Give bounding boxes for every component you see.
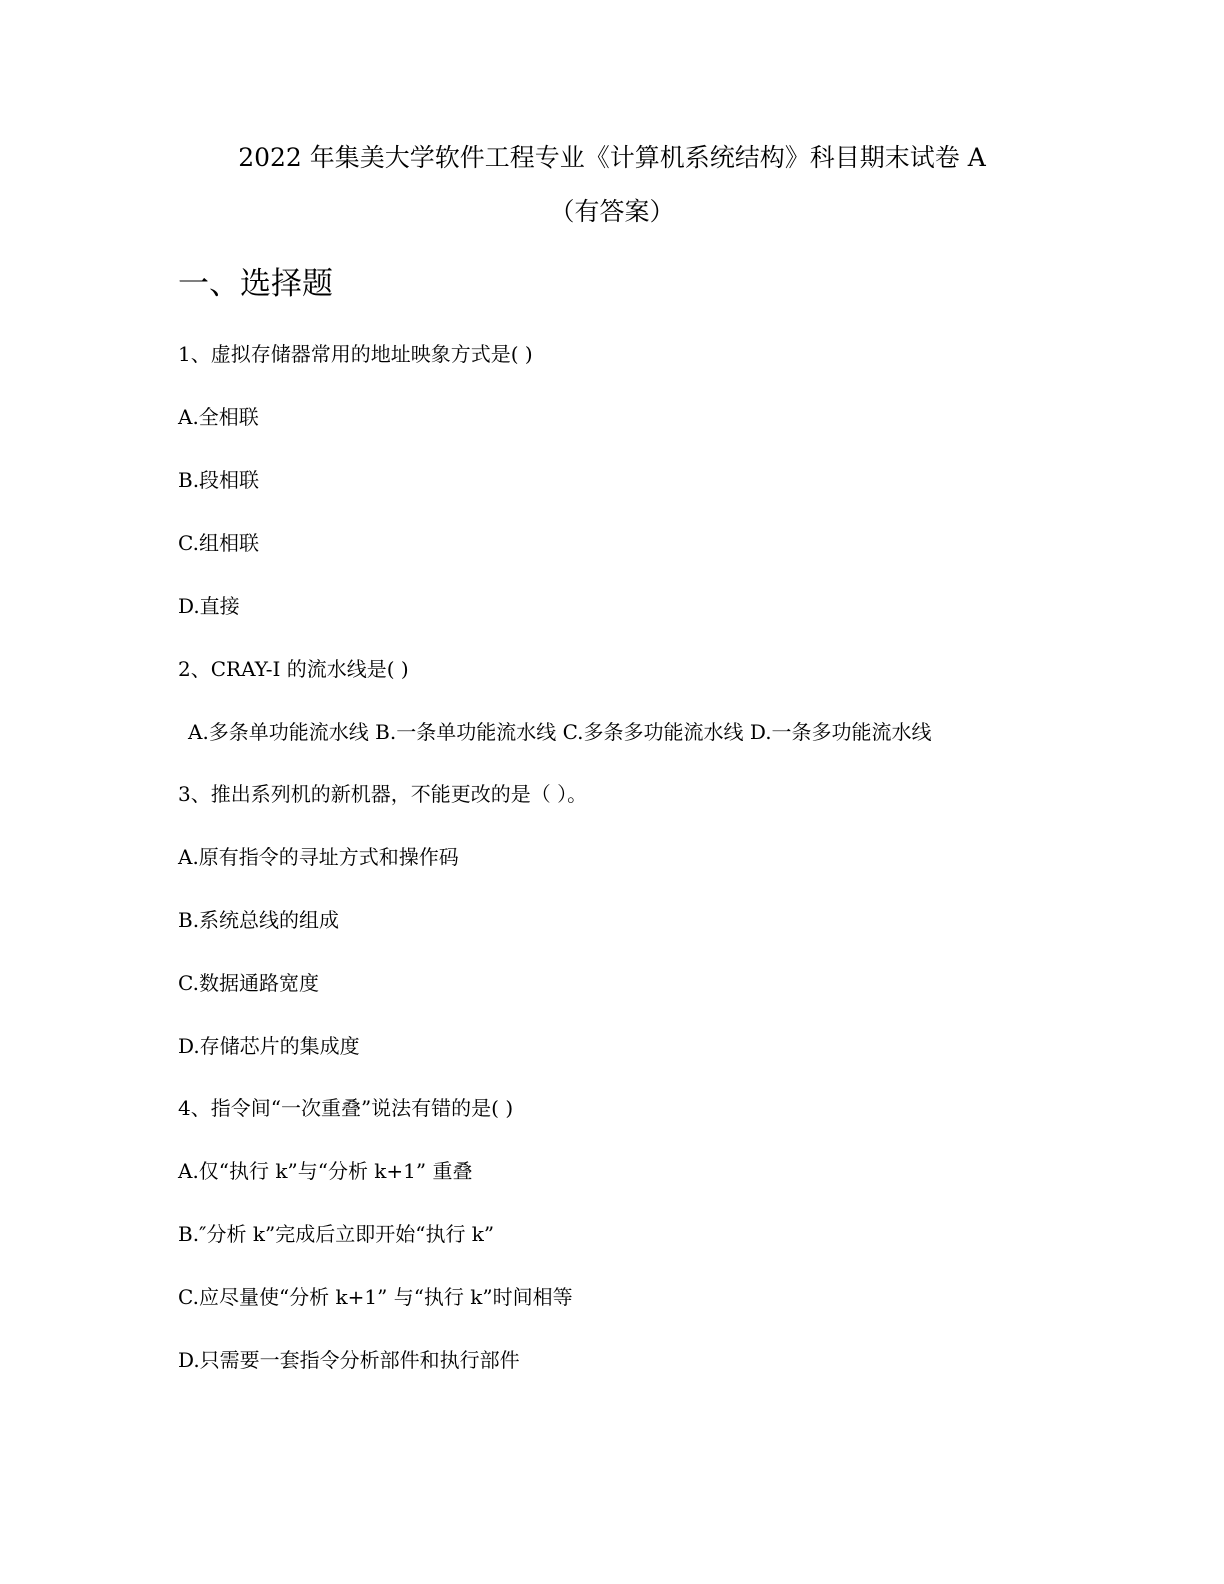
question-4-stem: 4、指令间“一次重叠”说法有错的是( ) [178, 1096, 514, 1120]
question-1-stem: 1、虚拟存储器常用的地址映象方式是( ) [178, 342, 533, 366]
question-3-option-b: B.系统总线的组成 [178, 908, 340, 932]
question-3-option-c: C.数据通路宽度 [178, 971, 319, 995]
document-title-line-1: 2022 年集美大学软件工程专业《计算机系统结构》科目期末试卷 A [238, 143, 986, 172]
question-3-stem: 3、推出系列机的新机器，不能更改的是（ ）。 [178, 782, 588, 806]
question-3-option-a: A.原有指令的寻址方式和操作码 [178, 845, 459, 869]
question-1-option-d: D.直接 [178, 594, 240, 618]
question-3-option-d: D.存储芯片的集成度 [178, 1034, 360, 1058]
question-2-options: A.多条单功能流水线 B.一条单功能流水线 C.多条多功能流水线 D.一条多功能流水线 [188, 720, 932, 744]
question-1-option-c: C.组相联 [178, 531, 259, 555]
question-1-option-b: B.段相联 [178, 468, 260, 492]
document-title-line-2: （有答案） [549, 197, 675, 226]
question-4-option-a: A.仅“执行 k”与“分析 k+1” 重叠 [178, 1159, 473, 1183]
question-2-stem: 2、CRAY-I 的流水线是( ) [178, 657, 409, 681]
question-1-option-a: A.全相联 [178, 405, 259, 429]
section-heading: 一、选择题 [178, 266, 333, 302]
question-4-option-b: B.″分析 k”完成后立即开始“执行 k” [178, 1222, 495, 1246]
question-4-option-d: D.只需要一套指令分析部件和执行部件 [178, 1348, 520, 1372]
question-4-option-c: C.应尽量使“分析 k+1” 与“执行 k”时间相等 [178, 1285, 573, 1309]
